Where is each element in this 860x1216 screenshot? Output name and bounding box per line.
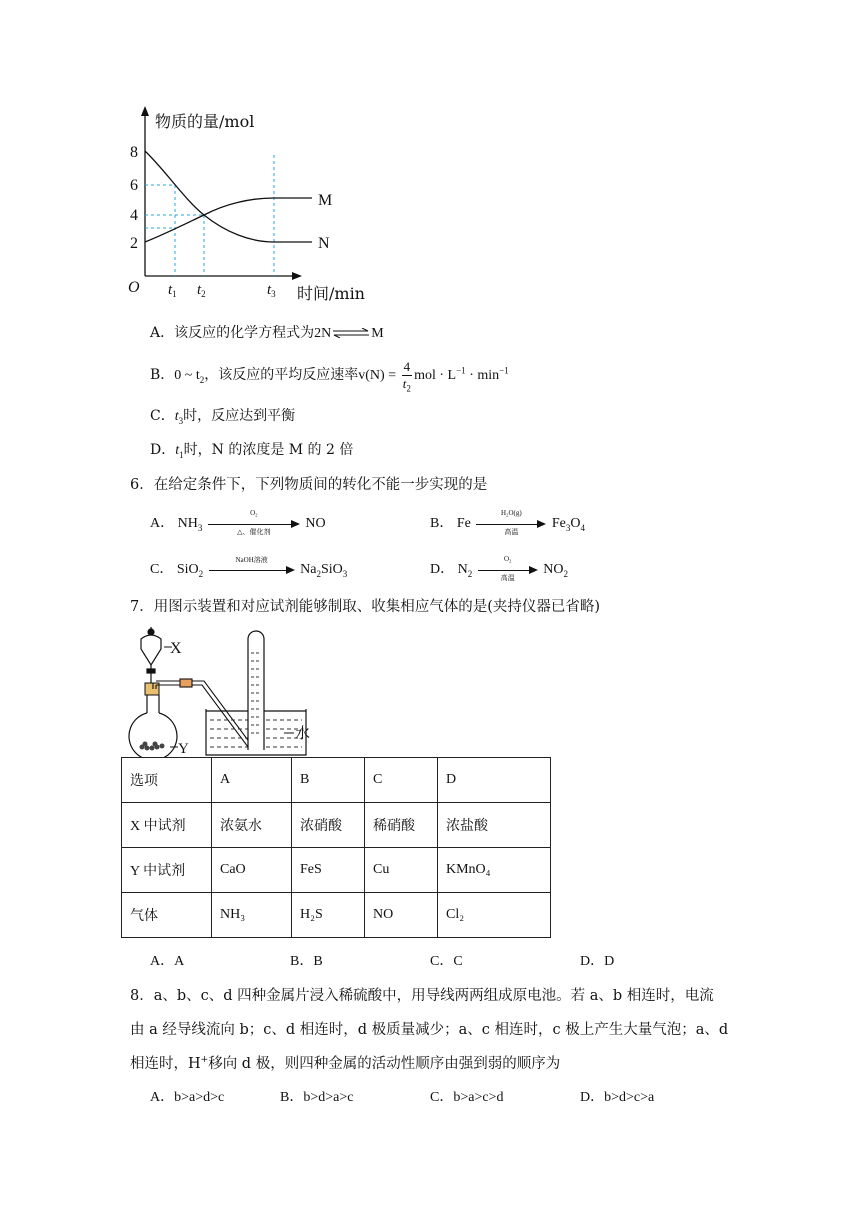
separatory-funnel-icon (141, 627, 161, 683)
table-row (122, 893, 551, 938)
q5-option-c[interactable]: C．$t_3$时，反应达到平衡 (150, 408, 296, 426)
q6-option-a[interactable]: A． $NH_3$ O₂ △、催化剂 NO (150, 508, 326, 536)
reaction-arrow-icon: NaOH溶液 (209, 563, 295, 577)
collection-tube (248, 631, 264, 750)
q5-option-b[interactable]: B．0 ~ $t_2$，该反应的平均反应速率v(N) = $\frac{4}{t_2}$ mol · $L^{-1} \cdot \min^{-1}$ (150, 358, 509, 394)
table-cell: 浓硝酸 (292, 803, 365, 848)
table-cell: KMnO₄ (438, 848, 551, 893)
table-cell: B (292, 758, 365, 803)
y-axis-arrow (141, 106, 149, 116)
x-tick-t1: $t_1$ (168, 282, 177, 299)
q7-answer-b[interactable]: B．B (290, 954, 323, 969)
q8-stem-line-3: 相连时，H+移向 d 极，则四种金属的活动性顺序由强到弱的顺序为 (130, 1055, 561, 1072)
label-x: X (170, 640, 182, 657)
table-cell: 选项 (122, 758, 212, 803)
reaction-arrow-icon: H₂O(g) 高温 (476, 517, 546, 531)
y-tick-8: 8 (130, 144, 138, 161)
table-cell: 稀硝酸 (365, 803, 438, 848)
q8-answer-a[interactable]: A．b>a>d>c (150, 1090, 225, 1105)
rate-expression: v(N) = (358, 368, 400, 383)
table-cell: Cl₂ (438, 893, 551, 938)
q8-stem-line-2: 由 a 经导线流向 b；c、d 相连时，d 极质量减少；a、c 相连时，c 极上产生大量气泡；a、d (130, 1022, 729, 1038)
table-cell: NO (365, 893, 438, 938)
reaction-arrow-icon: O₂ △、催化剂 (208, 517, 300, 531)
x-tick-t2: $t_2$ (197, 282, 206, 299)
table-cell: 气体 (122, 893, 212, 938)
q5-option-d[interactable]: D．$t_1$时，N 的浓度是 M 的 2 倍 (150, 442, 354, 460)
q7-answer-c[interactable]: C．C (430, 954, 463, 969)
label-water: 水 (295, 724, 311, 742)
gas-apparatus-diagram (120, 625, 330, 757)
delivery-tube (153, 679, 254, 747)
guide-lines (145, 155, 274, 276)
table-cell: FeS (292, 848, 365, 893)
q7-stem: 7．用图示装置和对应试剂能够制取、收集相应气体的是(夹持仪器已省略) (130, 599, 601, 615)
table-cell: 浓盐酸 (438, 803, 551, 848)
q8-answer-d[interactable]: D．b>d>c>a (580, 1090, 655, 1105)
q6-option-d[interactable]: D． $N_2$ O₂ 高温 $NO_2$ (430, 554, 568, 582)
table-row (122, 803, 551, 848)
reaction-arrow-icon: O₂ 高温 (478, 563, 538, 577)
solid-reagent (140, 742, 165, 751)
series-n-label: N (318, 235, 330, 252)
q8-stem-line-1: 8．a、b、c、d 四种金属片浸入稀硫酸中，用导线两两组成原电池。若 a、b 相连时，电流 (130, 988, 714, 1004)
table-cell: Y 中试剂 (122, 848, 212, 893)
y-tick-4: 4 (130, 207, 138, 224)
table-cell: C (365, 758, 438, 803)
x-axis-label: 时间/min (297, 284, 365, 303)
origin-label: O (128, 279, 140, 296)
x-tick-t3: $t_3$ (267, 282, 276, 299)
table-cell: D (438, 758, 551, 803)
x-axis-arrow (292, 272, 302, 280)
series-m-label: M (318, 192, 333, 209)
q6-option-c[interactable]: C． SiO$_2$ NaOH溶液 $Na_2SiO_3$ (150, 555, 348, 579)
q6-option-b[interactable]: B． Fe H₂O(g) 高温 $Fe_3O_4$ (430, 508, 585, 536)
q8-answer-c[interactable]: C．b>a>c>d (430, 1090, 504, 1105)
table-cell: Cu (365, 848, 438, 893)
q7-reagent-table (121, 757, 551, 938)
y-tick-2: 2 (130, 235, 138, 252)
table-cell: A (212, 758, 292, 803)
q5-option-a[interactable]: A．该反应的化学方程式为2N M (150, 325, 384, 341)
table-cell: X 中试剂 (122, 803, 212, 848)
table-cell: NH₃ (212, 893, 292, 938)
table-cell: 浓氨水 (212, 803, 292, 848)
y-tick-6: 6 (130, 177, 138, 194)
q6-stem: 6．在给定条件下，下列物质间的转化不能一步实现的是 (130, 477, 488, 493)
amount-time-graph (120, 100, 380, 305)
table-row (122, 758, 551, 803)
q7-answer-d[interactable]: D．D (580, 954, 615, 969)
rate-fraction: $\frac{4}{t_2}$ (402, 358, 411, 394)
q7-answer-a[interactable]: A．A (150, 954, 185, 969)
equilibrium-arrow-icon (332, 328, 370, 338)
table-cell: CaO (212, 848, 292, 893)
label-y: Y (178, 741, 189, 757)
q8-answer-b[interactable]: B．b>d>a>c (280, 1090, 354, 1105)
table-row (122, 848, 551, 893)
table-cell: H₂S (292, 893, 365, 938)
y-axis-label: 物质的量/mol (155, 112, 255, 131)
series-m-curve (145, 198, 312, 242)
